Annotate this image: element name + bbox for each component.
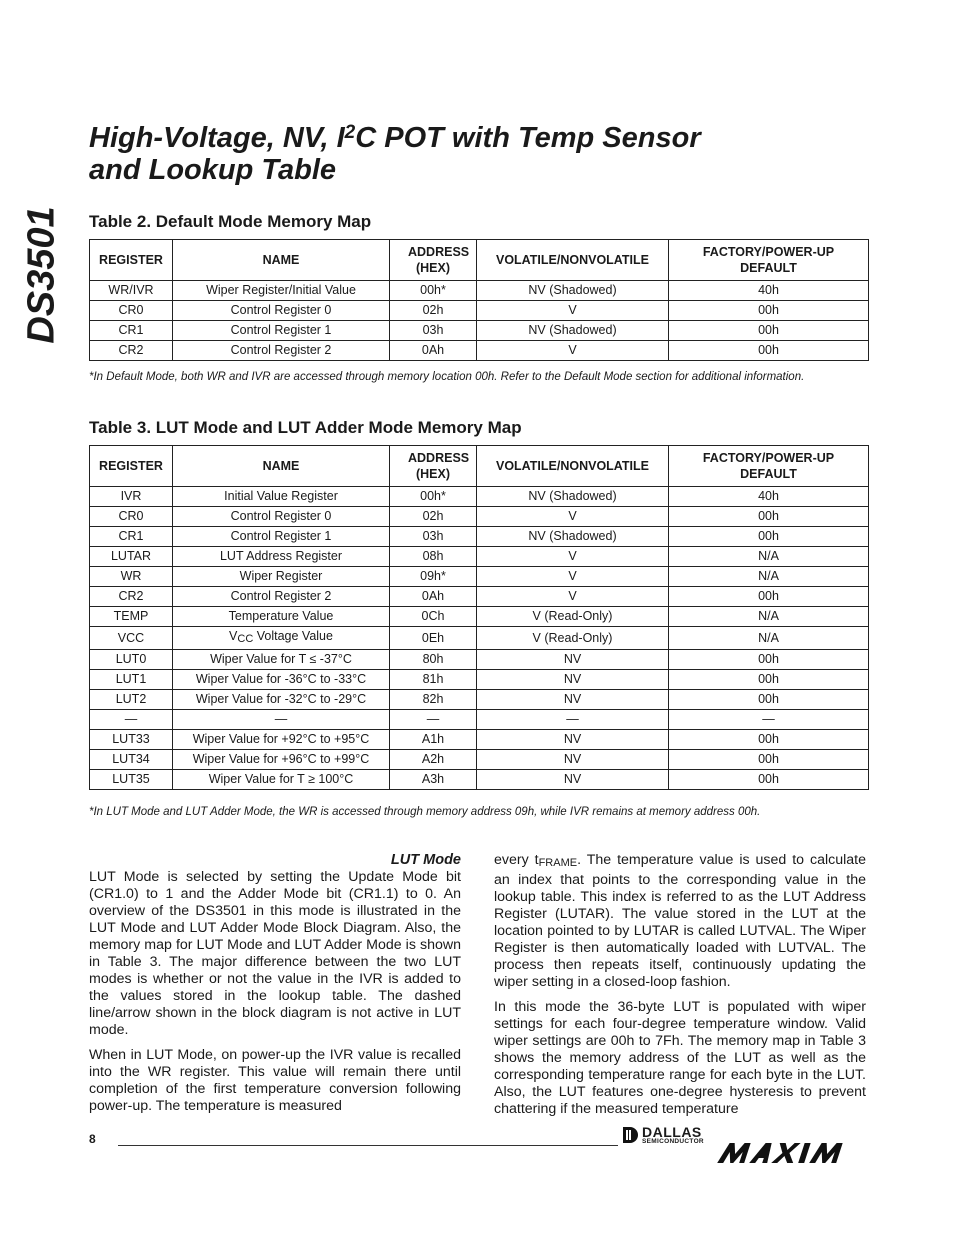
cell-address: 81h [390, 670, 477, 690]
dallas-logo-icon [622, 1126, 639, 1144]
page-title [89, 122, 889, 186]
cell-register: CR2 [90, 587, 173, 607]
cell-register: IVR [90, 487, 173, 507]
cell-volatile: NV (Shadowed) [477, 281, 669, 301]
table-row [90, 607, 869, 627]
cell-address: — [390, 710, 477, 730]
cell-address: 02h [390, 301, 477, 321]
header-default-text: FACTORY/POWER-UP DEFAULT [702, 245, 835, 275]
cell-address: 08h [390, 547, 477, 567]
header-volatile: VOLATILE/NONVOLATILE [477, 240, 669, 281]
cell-volatile: NV (Shadowed) [477, 527, 669, 547]
cell-register: CR2 [90, 341, 173, 361]
cell-default: 00h [669, 301, 869, 321]
footer-rule [118, 1145, 618, 1146]
table-row [90, 507, 869, 527]
cell-register: WR/IVR [90, 281, 173, 301]
table-row [90, 341, 869, 361]
cell-register: CR1 [90, 321, 173, 341]
cell-name: Wiper Value for -32°C to -29°C [173, 690, 390, 710]
cell-address: 82h [390, 690, 477, 710]
cell-name: Wiper Value for T ≤ -37°C [173, 650, 390, 670]
cell-default: 00h [669, 321, 869, 341]
cell-name: Control Register 0 [173, 507, 390, 527]
cell-address: 0Ah [390, 341, 477, 361]
cell-address: 00h* [390, 281, 477, 301]
dallas-sub: SEMICONDUCTOR [642, 1138, 704, 1145]
header-volatile: VOLATILE/NONVOLATILE [477, 446, 669, 487]
left-paragraph-1: LUT Mode is selected by setting the Update Mode bit (CR1.0) to 1 and the Adder Mode bit (CR1.1) to 0. An overview of the DS3501 in this mode is illustrated in the LUT Mode and LUT Adder Mode Block Diagram. Also, the memory map for LUT Mode and LUT Adder Mode is shown in Table 3. The major difference between the two LUT modes is whether or not the value in the IVR is added to the values stored in the lookup table. The dashed line/arrow shown in the block diagram is not active in LUT mode. [89, 869, 461, 1038]
table2-header-row [90, 240, 869, 281]
cell-default: 00h [669, 527, 869, 547]
cell-volatile: V [477, 547, 669, 567]
header-address [390, 446, 477, 487]
cell-register: WR [90, 567, 173, 587]
cell-volatile: NV [477, 690, 669, 710]
cell-default: 00h [669, 690, 869, 710]
dallas-logo [622, 1124, 710, 1148]
cell-volatile: NV [477, 750, 669, 770]
table3 [89, 445, 869, 790]
cell-address: A3h [390, 770, 477, 790]
cell-default: 40h [669, 487, 869, 507]
table-row [90, 487, 869, 507]
cell-volatile: — [477, 710, 669, 730]
cell-register: CR0 [90, 301, 173, 321]
cell-name: Control Register 2 [173, 341, 390, 361]
table3-body [90, 487, 869, 790]
cell-volatile: V (Read-Only) [477, 627, 669, 650]
cell-default: 00h [669, 670, 869, 690]
table-row [90, 627, 869, 650]
cell-volatile: V [477, 567, 669, 587]
cell-register: LUT33 [90, 730, 173, 750]
cell-name: Control Register 1 [173, 321, 390, 341]
subscript-cc: CC [237, 633, 254, 645]
page-number: 8 [89, 1132, 96, 1146]
section-heading-lut-mode: LUT Mode [390, 852, 461, 868]
cell-volatile: V [477, 507, 669, 527]
cell-default: N/A [669, 547, 869, 567]
cell-address: 02h [390, 507, 477, 527]
cell-default: N/A [669, 627, 869, 650]
cell-volatile: NV [477, 770, 669, 790]
cell-address: 00h* [390, 487, 477, 507]
table3-caption: Table 3. LUT Mode and LUT Adder Mode Memory Map [89, 418, 522, 437]
header-register: REGISTER [90, 446, 173, 487]
cell-default: N/A [669, 607, 869, 627]
cell-register: LUT1 [90, 670, 173, 690]
cell-name: Wiper Register/Initial Value [173, 281, 390, 301]
table-row [90, 321, 869, 341]
dallas-name: DALLAS [642, 1124, 702, 1140]
table2-body [90, 281, 869, 361]
right-p1-b: . The temperature value is used to calculate an index that points to the corresponding value in the lookup table. This index is referred to as the LUT Address Register (LUTAR). The value stored in the LUT at the location pointed to by LUTAR is called LUTVAL. The Wiper Register is then automatically loaded with LUTVAL. The process then repeats itself, continuously updating the wiper setting in a closed-loop fashion. [494, 852, 866, 990]
cell-volatile: V (Read-Only) [477, 607, 669, 627]
cell-name: Wiper Value for +92°C to +95°C [173, 730, 390, 750]
cell-register: CR1 [90, 527, 173, 547]
table-row [90, 567, 869, 587]
side-title-text: DS3501 [20, 206, 63, 344]
header-address [390, 240, 477, 281]
header-default [669, 446, 869, 487]
cell-address: 0Eh [390, 627, 477, 650]
side-title [12, 195, 72, 355]
title-line2: and Lookup Table [89, 154, 337, 186]
right-paragraph-1 [494, 852, 866, 991]
cell-default: 00h [669, 650, 869, 670]
cell-volatile: NV (Shadowed) [477, 321, 669, 341]
title-part1: High-Voltage, NV, I [89, 122, 345, 154]
cell-register: TEMP [90, 607, 173, 627]
cell-address: A2h [390, 750, 477, 770]
cell-address: A1h [390, 730, 477, 750]
table3-header-row [90, 446, 869, 487]
cell-volatile: V [477, 301, 669, 321]
cell-name: Wiper Value for +96°C to +99°C [173, 750, 390, 770]
cell-name: Wiper Register [173, 567, 390, 587]
left-paragraph-2: When in LUT Mode, on power-up the IVR value is recalled into the WR register. This value will remain there until completion of the first temperature conversion following power-up. The temperature is measured [89, 1047, 461, 1114]
right-paragraph-2: In this mode the 36-byte LUT is populated with wiper settings for each four-degree temperature window. Valid wiper settings are 00h to 7Fh. The memory map in Table 3 shows the memory address of the LUT as well as the corresponding temperature range for each byte in the LUT. Also, the LUT features one-degree hysteresis to prevent chattering if the measured temperature [494, 999, 866, 1117]
cell-default: 00h [669, 507, 869, 527]
cell-name: Control Register 0 [173, 301, 390, 321]
left-column [89, 852, 461, 1123]
cell-address: 0Ah [390, 587, 477, 607]
cell-volatile: V [477, 341, 669, 361]
table-row [90, 281, 869, 301]
header-default [669, 240, 869, 281]
cell-name: Initial Value Register [173, 487, 390, 507]
cell-default: 00h [669, 730, 869, 750]
cell-register: LUTAR [90, 547, 173, 567]
header-address-text: ADDRESS (HEX) [408, 245, 470, 275]
right-column [494, 852, 866, 1126]
maxim-logo [715, 1124, 865, 1146]
table-row [90, 690, 869, 710]
right-p1-a: every t [494, 852, 539, 868]
cell-default: N/A [669, 567, 869, 587]
cell-default: 00h [669, 341, 869, 361]
header-default-text: FACTORY/POWER-UP DEFAULT [702, 451, 835, 481]
cell-address: 03h [390, 321, 477, 341]
cell-default: — [669, 710, 869, 730]
cell-default: 40h [669, 281, 869, 301]
cell-register: LUT34 [90, 750, 173, 770]
cell-register: — [90, 710, 173, 730]
header-name: NAME [173, 446, 390, 487]
title-sup: 2 [344, 122, 356, 143]
table2 [89, 239, 869, 361]
table-row [90, 730, 869, 750]
cell-address: 0Ch [390, 607, 477, 627]
table-row [90, 650, 869, 670]
table-row [90, 527, 869, 547]
cell-name: Control Register 2 [173, 587, 390, 607]
table2-caption: Table 2. Default Mode Memory Map [89, 212, 372, 231]
cell-default: 00h [669, 587, 869, 607]
cell-volatile: NV (Shadowed) [477, 487, 669, 507]
cell-default: 00h [669, 750, 869, 770]
table-row [90, 301, 869, 321]
table-row [90, 710, 869, 730]
table-row [90, 547, 869, 567]
cell-name: Temperature Value [173, 607, 390, 627]
cell-register: LUT35 [90, 770, 173, 790]
cell-volatile: NV [477, 730, 669, 750]
table-row [90, 587, 869, 607]
cell-register: LUT2 [90, 690, 173, 710]
cell-volatile: V [477, 587, 669, 607]
cell-name: LUT Address Register [173, 547, 390, 567]
cell-register: CR0 [90, 507, 173, 527]
table-row [90, 750, 869, 770]
cell-address: 09h* [390, 567, 477, 587]
header-name: NAME [173, 240, 390, 281]
right-p1-sub: FRAME [538, 857, 578, 869]
header-address-text: ADDRESS (HEX) [408, 451, 470, 481]
cell-register: VCC [90, 627, 173, 650]
table-row [90, 670, 869, 690]
cell-name: — [173, 710, 390, 730]
cell-volatile: NV [477, 650, 669, 670]
table2-footnote: *In Default Mode, both WR and IVR are accessed through memory location 00h. Refer to the Default Mode section for additional information. [89, 371, 805, 383]
cell-address: 80h [390, 650, 477, 670]
cell-name: Wiper Value for T ≥ 100°C [173, 770, 390, 790]
cell-volatile: NV [477, 670, 669, 690]
table-row [90, 770, 869, 790]
header-register: REGISTER [90, 240, 173, 281]
table3-footnote: *In LUT Mode and LUT Adder Mode, the WR is accessed through memory address 09h, while IVR remains at memory address 00h. [89, 806, 761, 818]
cell-default: 00h [669, 770, 869, 790]
cell-name: VCC Voltage Value [173, 627, 390, 650]
maxim-logo-icon [715, 1142, 865, 1164]
cell-name: Wiper Value for -36°C to -33°C [173, 670, 390, 690]
title-part2: C POT with Temp Sensor [355, 122, 701, 154]
cell-name: Control Register 1 [173, 527, 390, 547]
cell-register: LUT0 [90, 650, 173, 670]
cell-address: 03h [390, 527, 477, 547]
